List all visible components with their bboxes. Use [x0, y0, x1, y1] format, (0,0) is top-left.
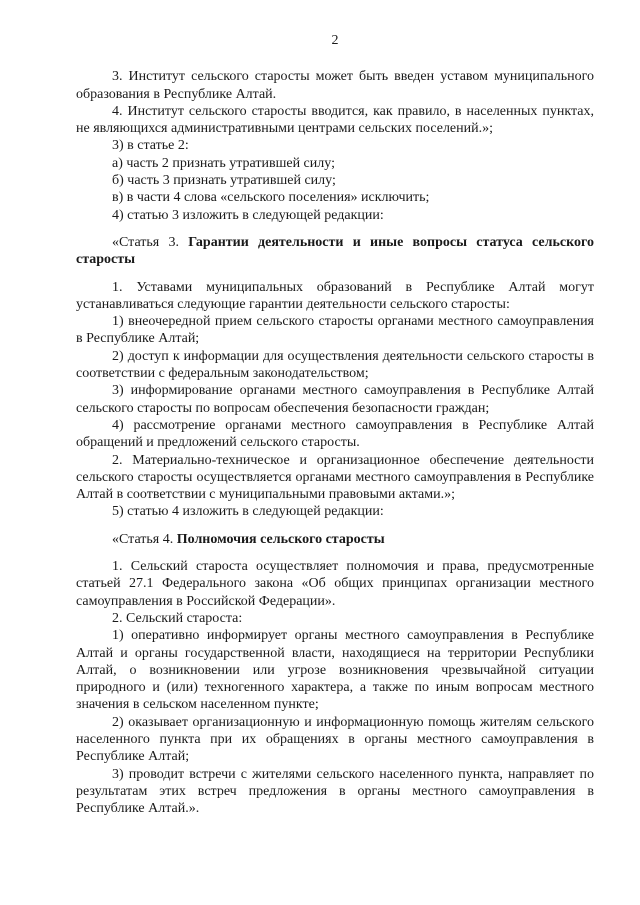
article-3-prefix: «Статья 3.: [112, 234, 189, 250]
paragraph: 1) оперативно информирует органы местного самоуправления в Республике Алтай и органы государственной власти, находящиеся на территории Республики Алтай, о возникновении или угрозе возникновения чрезвычайной ситуации природного и (или) техногенного характера, а также по иным вопросам местного значения в сельском населенном пункте;: [76, 628, 594, 713]
paragraph: 2. Сельский староста:: [112, 610, 243, 626]
paragraph: 3) проводит встречи с жителями сельского населенного пункта, направляет по результатам этих встреч предложения в органы местного самоуправления в Республике Алтай.».: [76, 766, 594, 817]
page-number: 2: [331, 33, 339, 48]
paragraph: 5) статью 4 изложить в следующей редакции:: [112, 504, 384, 520]
article-4-heading: [76, 531, 594, 548]
document-page: [76, 32, 594, 817]
article-4-prefix: «Статья 4.: [112, 531, 177, 547]
paragraph: 2) оказывает организационную и информационную помощь жителям сельского населенного пункта при их обращениях в органы местного самоуправления в Республике Алтай;: [76, 714, 594, 765]
paragraph: 3) в статье 2:: [112, 138, 189, 154]
paragraph: 4) статью 3 изложить в следующей редакции:: [112, 207, 384, 223]
paragraph: 1. Сельский староста осуществляет полномочия и права, предусмотренные статьей 27.1 Федерального закона «Об общих принципах организации местного самоуправления в Российской Федерации».: [76, 559, 594, 609]
paragraph: б) часть 3 признать утратившей силу;: [112, 173, 336, 189]
article-3-title: Гарантии деятельности и иные вопросы статуса сельского старосты: [76, 234, 594, 268]
paragraph: а) часть 2 признать утратившей силу;: [112, 155, 335, 171]
paragraph: 2) доступ к информации для осуществления деятельности сельского старосты в соответствии с федеральным законодательством;: [76, 348, 594, 382]
paragraph: 4. Институт сельского старосты вводится, как правило, в населенных пунктах, не являющихся административными центрами сельских поселений.»;: [76, 103, 594, 137]
article-4-title: Полномочия сельского старосты: [176, 531, 385, 547]
paragraph: 1) внеочередной прием сельского старосты органами местного самоуправления в Республике Алтай;: [76, 314, 594, 347]
paragraph: 2. Материально-техническое и организационное обеспечение деятельности сельского старосты осуществляется органами местного самоуправления в Республике Алтай в соответствии с муниципальными правовыми актами.»;: [76, 452, 594, 503]
paragraph: 3) информирование органами местного самоуправления в Республике Алтай сельского старосты по вопросам обеспечения безопасности граждан;: [76, 383, 594, 416]
paragraph: 1. Уставами муниципальных образований в Республике Алтай могут устанавливаться следующие гарантии деятельности сельского старосты:: [76, 279, 594, 312]
article-3-heading: [76, 234, 594, 269]
paragraph: в) в части 4 слова «сельского поселения» исключить;: [112, 190, 430, 206]
paragraph: 4) рассмотрение органами местного самоуправления в Республике Алтай обращений и предложений сельского старосты.: [76, 417, 594, 451]
paragraph: 3. Институт сельского старосты может быть введен уставом муниципального образования в Республике Алтай.: [76, 69, 594, 102]
